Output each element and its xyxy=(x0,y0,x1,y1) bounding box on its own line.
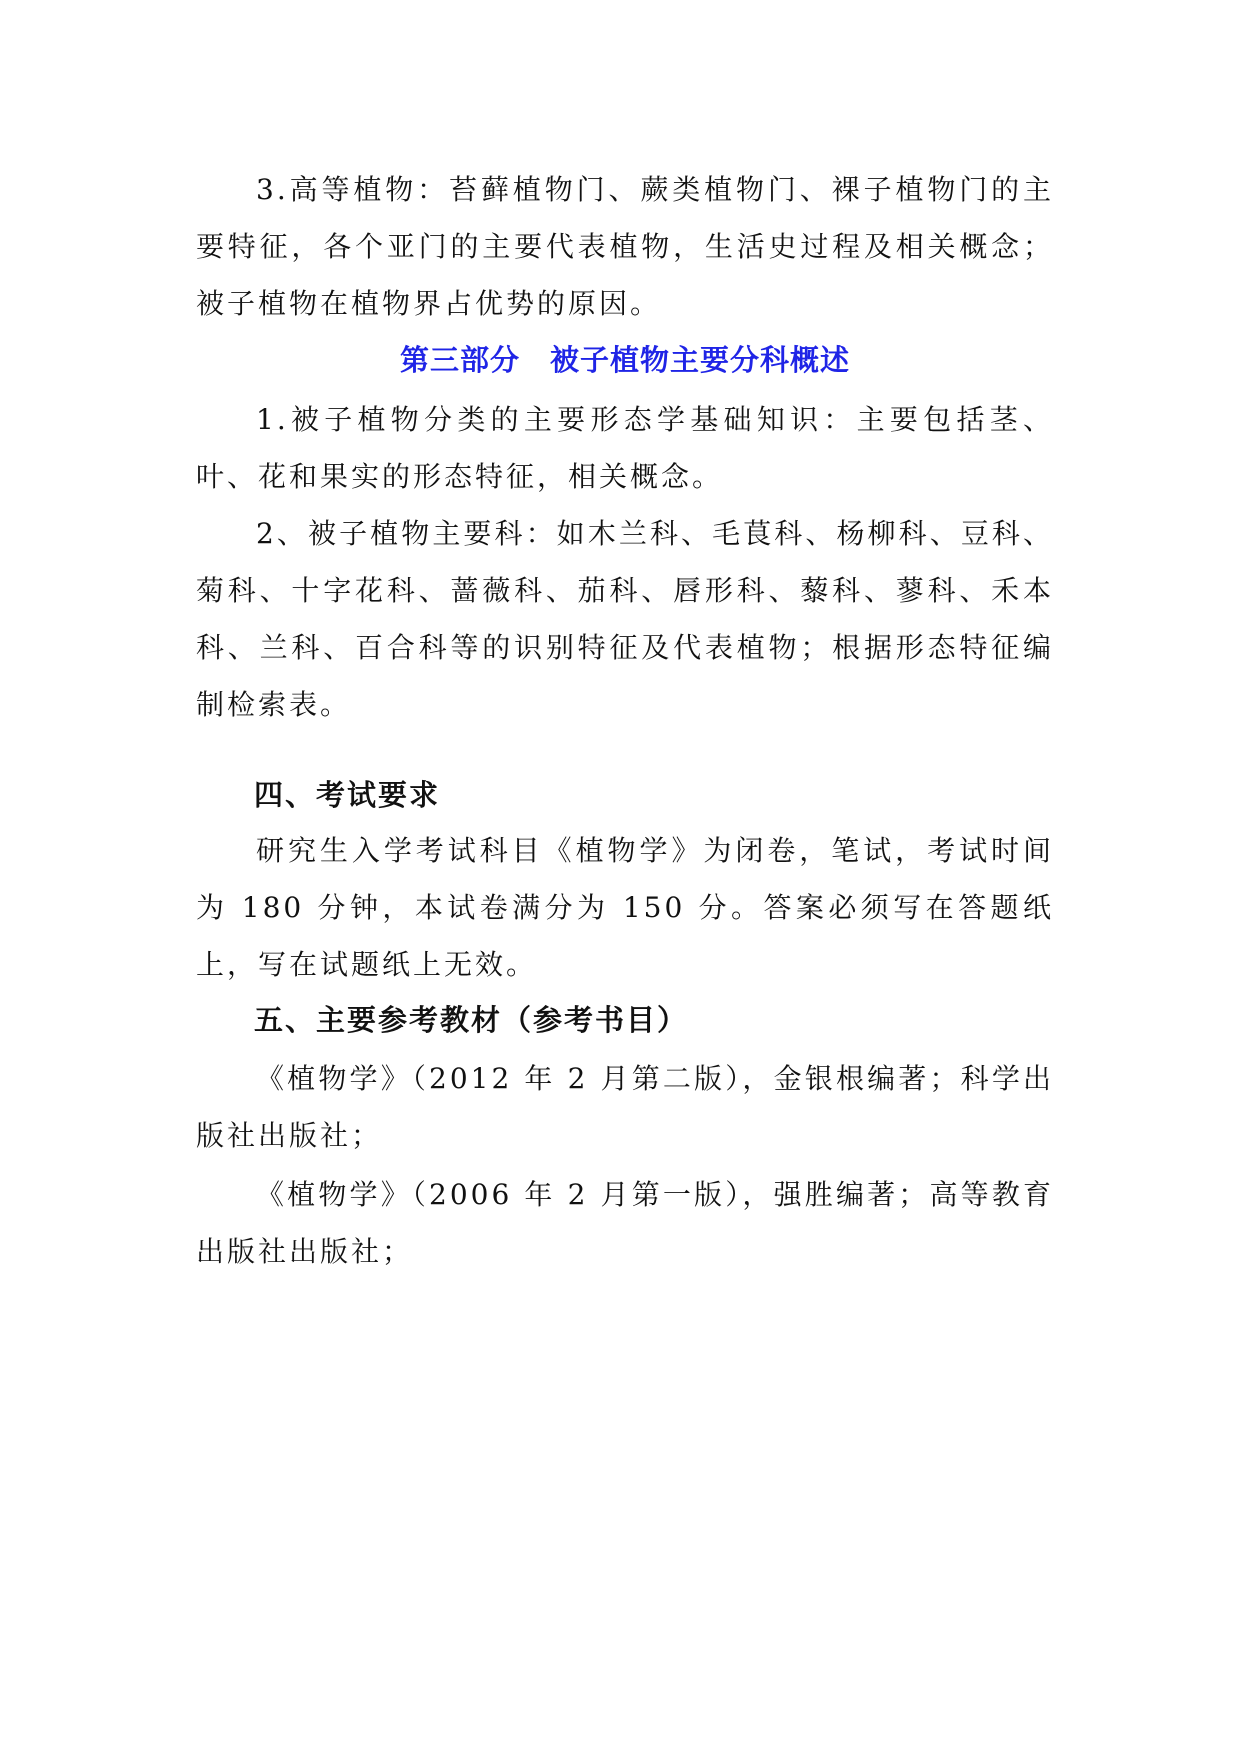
exam-requirements-heading: 四、考试要求 xyxy=(254,778,441,812)
reference-book-2: 《植物学》（2006 年 2 月第一版），强胜编著；高等教育出版社出版社； xyxy=(196,1178,1054,1268)
higher-plants-paragraph: 3.高等植物：苔藓植物门、蕨类植物门、裸子植物门的主要特征，各个亚门的主要代表植物，生活史过程及相关概念；被子植物在植物界占优势的原因。 xyxy=(196,173,1054,320)
exam-requirements-paragraph: 研究生入学考试科目《植物学》为闭卷，笔试，考试时间为 180 分钟，本试卷满分为 150 分。答案必须写在答题纸上，写在试题纸上无效。 xyxy=(196,834,1054,981)
section-three-title: 第三部分 被子植物主要分科概述 xyxy=(399,343,850,377)
morphology-basics-paragraph: 1.被子植物分类的主要形态学基础知识：主要包括茎、叶、花和果实的形态特征，相关概念。 xyxy=(196,403,1054,493)
references-heading: 五、主要参考教材（参考书目） xyxy=(254,1003,689,1037)
reference-book-1: 《植物学》（2012 年 2 月第二版），金银根编著；科学出版社出版社； xyxy=(196,1062,1054,1152)
main-families-paragraph: 2、被子植物主要科：如木兰科、毛茛科、杨柳科、豆科、菊科、十字花科、蔷薇科、茄科、唇形科、藜科、蓼科、禾本科、兰科、百合科等的识别特征及代表植物；根据形态特征编制检索表。 xyxy=(196,517,1054,721)
